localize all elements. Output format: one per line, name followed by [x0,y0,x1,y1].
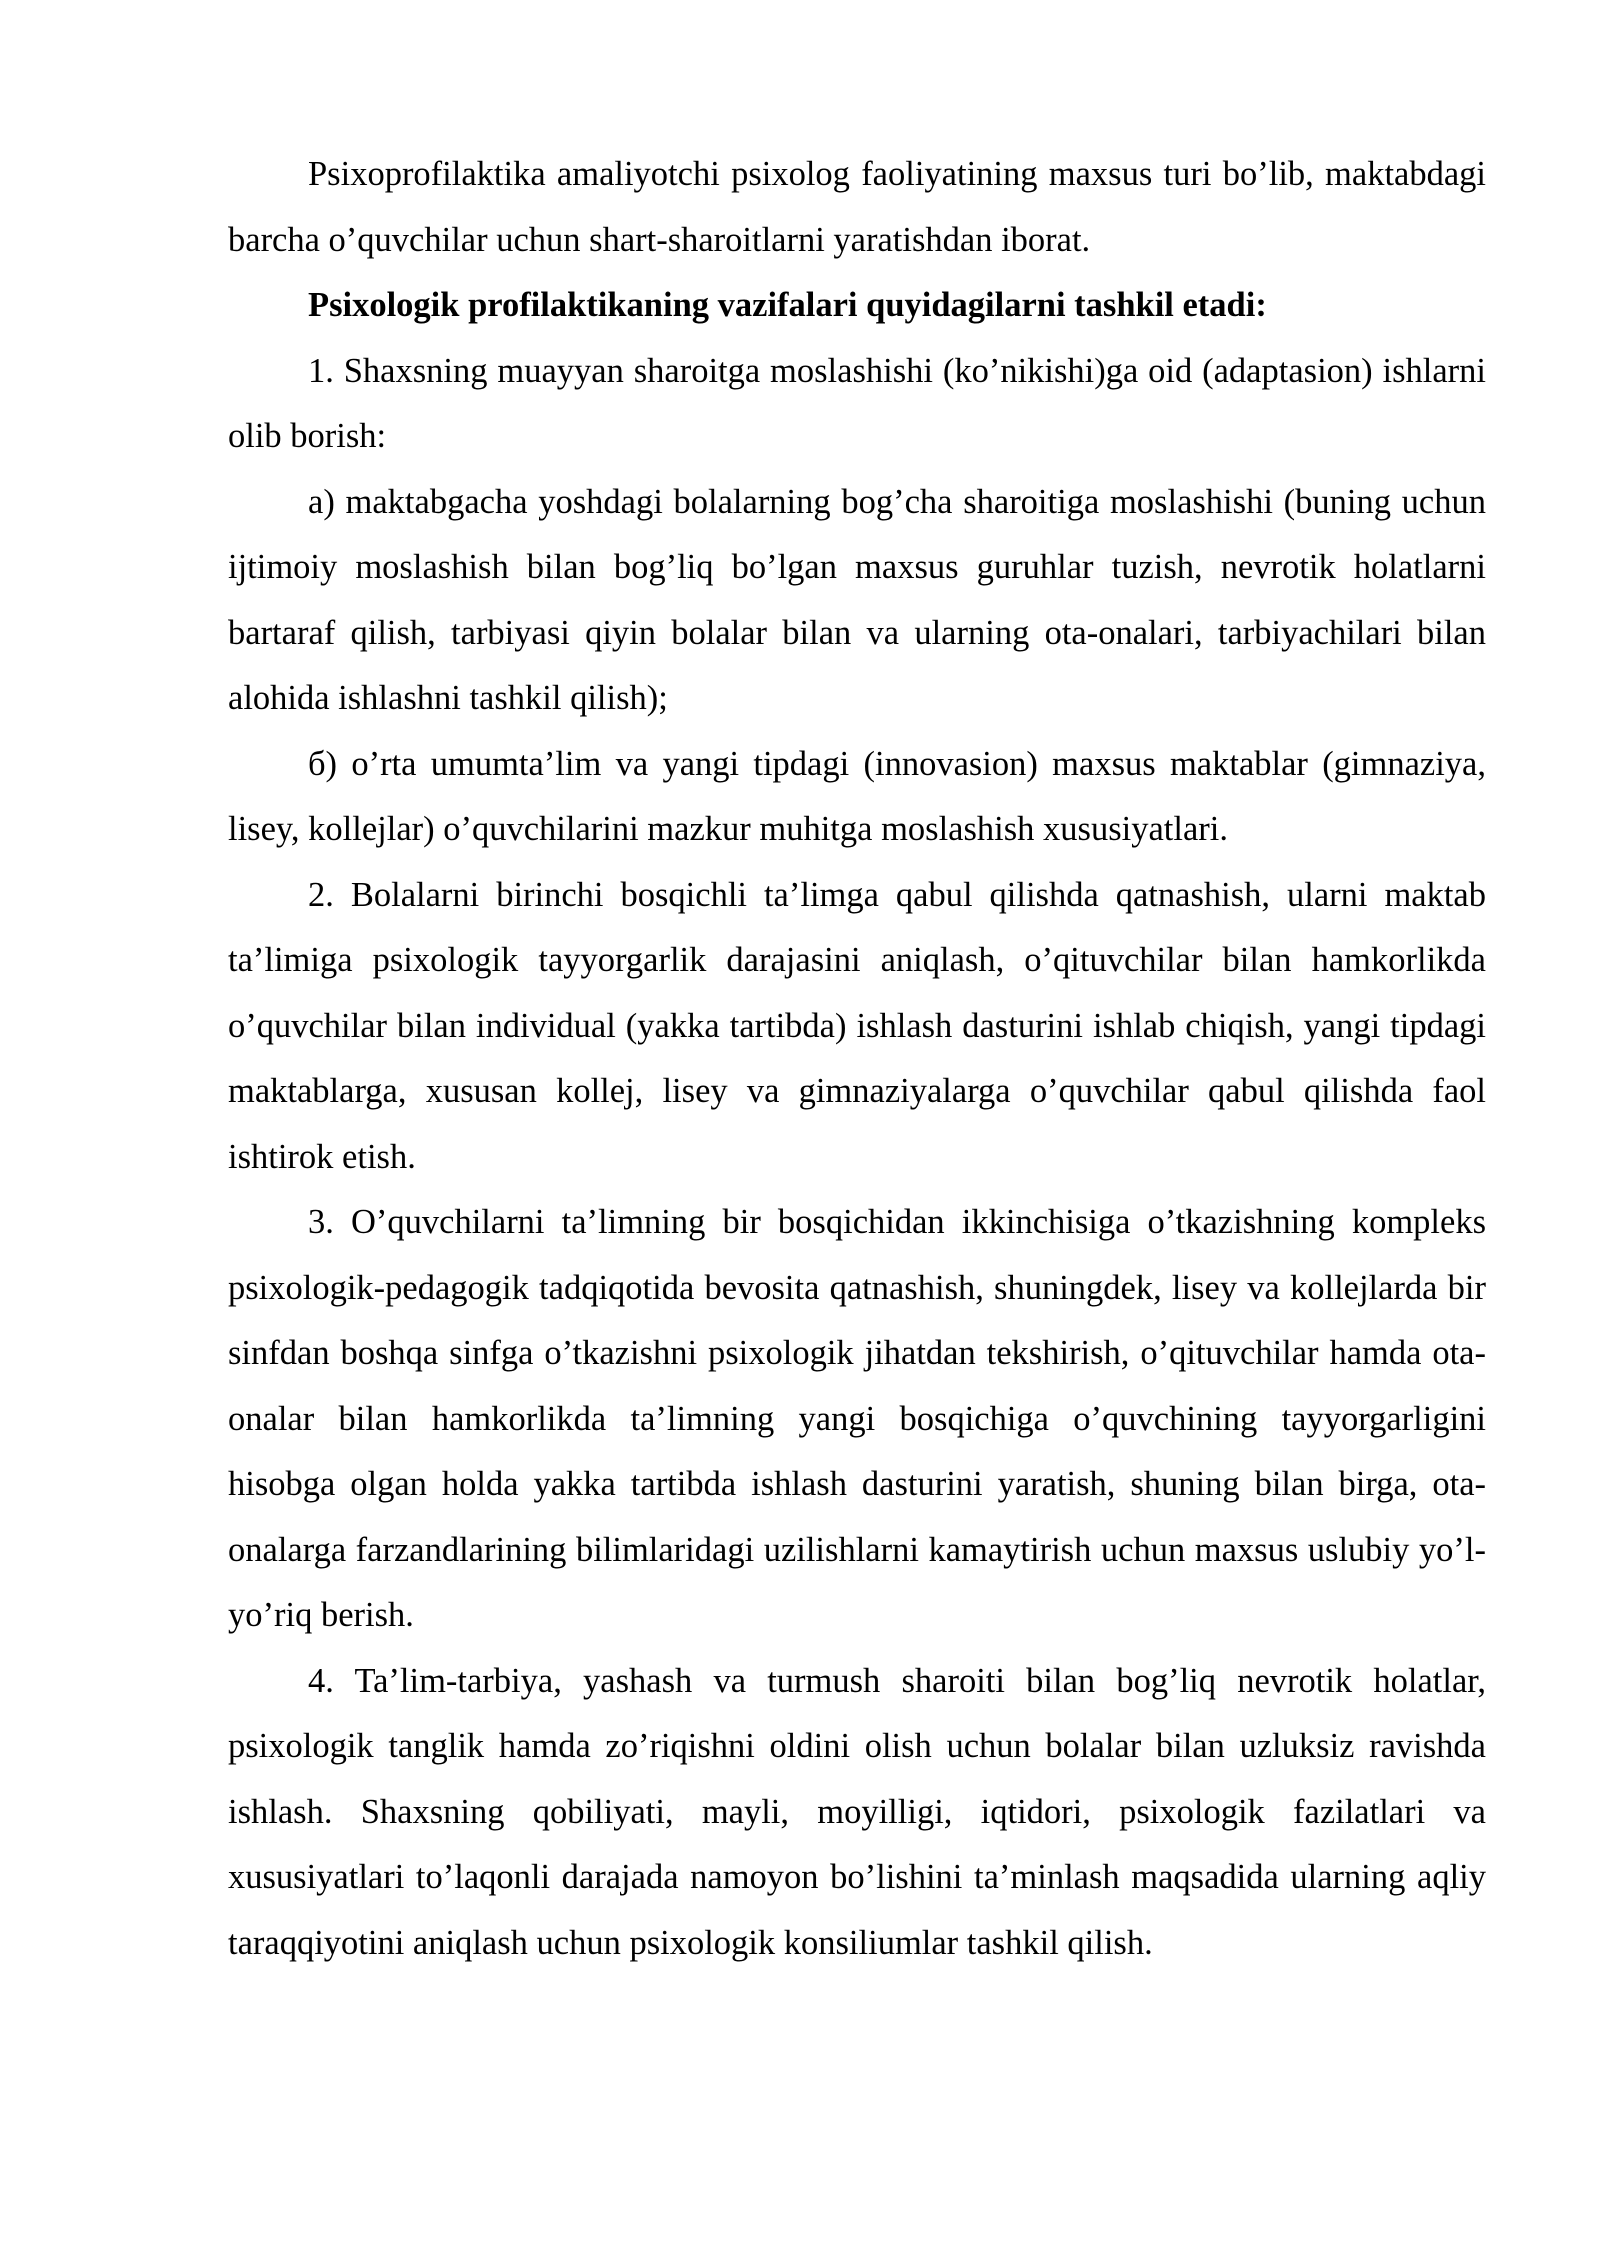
task-3-paragraph: 3. O’quvchilarni ta’limning bir bosqichidan ikkinchisiga o’tkazishning kompleks psixologik-pedagogik tadqiqotida bevosita qatnashish, shuningdek, lisey va kollejlarda bir sinfdan boshqa sinfga o’tkazishni psixologik jihatdan tekshirish, o’qituvchilar hamda ota-onalar bilan hamkorlikda ta’limning yangi bosqichiga o’quvchining tayyorgarligini hisobga olgan holda yakka tartibda ishlash dasturini yaratish, shuning bilan birga, ota-onalarga farzandlarining bilimlaridagi uzilishlarni kamaytirish uchun maxsus uslubiy yo’l-yo’riq berish. [228,1203,1486,1634]
task-2-paragraph: 2. Bolalarni birinchi bosqichli ta’limga qabul qilishda qatnashish, ularni maktab ta’limiga psixologik tayyorgarlik darajasini aniqlash, o’qituvchilar bilan hamkorlikda o’quvchilar bilan individual (yakka tartibda) ishlash dasturini ishlab chiqish, yangi tipdagi maktablarga, xususan kollej, lisey va gimnaziyalarga o’quvchilar qabul qilishda faol ishtirok etish. [228,875,1486,1176]
section-heading: Psixologik profilaktikaning vazifalari quyidagilarni tashkil etadi: [308,286,1267,324]
task-1-paragraph: 1. Shaxsning muayyan sharoitga moslashishi (ko’nikishi)ga oid (adaptasion) ishlarni olib borish: [228,351,1486,455]
document-page [228,142,1486,1976]
task-4-paragraph: 4. Ta’lim-tarbiya, yashash va turmush sharoiti bilan bog’liq nevrotik holatlar, psixologik tanglik hamda zo’riqishni oldini olish uchun bolalar bilan uzluksiz ravishda ishlash. Shaxsning qobiliyati, mayli, moyilligi, iqtidori, psixologik fazilatlari va xususiyatlari to’laqonli darajada namoyon bo’lishini ta’minlash maqsadida ularning aqliy taraqqiyotini aniqlash uchun psixologik konsiliumlar tashkil qilish. [228,1661,1486,1962]
task-1b-paragraph: б) o’rta umumta’lim va yangi tipdagi (innovasion) maxsus maktablar (gimnaziya, lisey, kollejlar) o’quvchilarini mazkur muhitga moslashish xususiyatlari. [228,744,1486,848]
task-1a-paragraph: a) maktabgacha yoshdagi bolalarning bog’cha sharoitiga moslashishi (buning uchun ijtimoiy moslashish bilan bog’liq bo’lgan maxsus guruhlar tuzish, nevrotik holatlarni bartaraf qilish, tarbiyasi qiyin bolalar bilan va ularning ota-onalari, tarbiyachilari bilan alohida ishlashni tashkil qilish); [228,482,1486,717]
intro-paragraph: Psixoprofilaktika amaliyotchi psixolog faoliyatining maxsus turi bo’lib, maktabdagi barcha o’quvchilar uchun shart-sharoitlarni yaratishdan iborat. [228,155,1486,259]
